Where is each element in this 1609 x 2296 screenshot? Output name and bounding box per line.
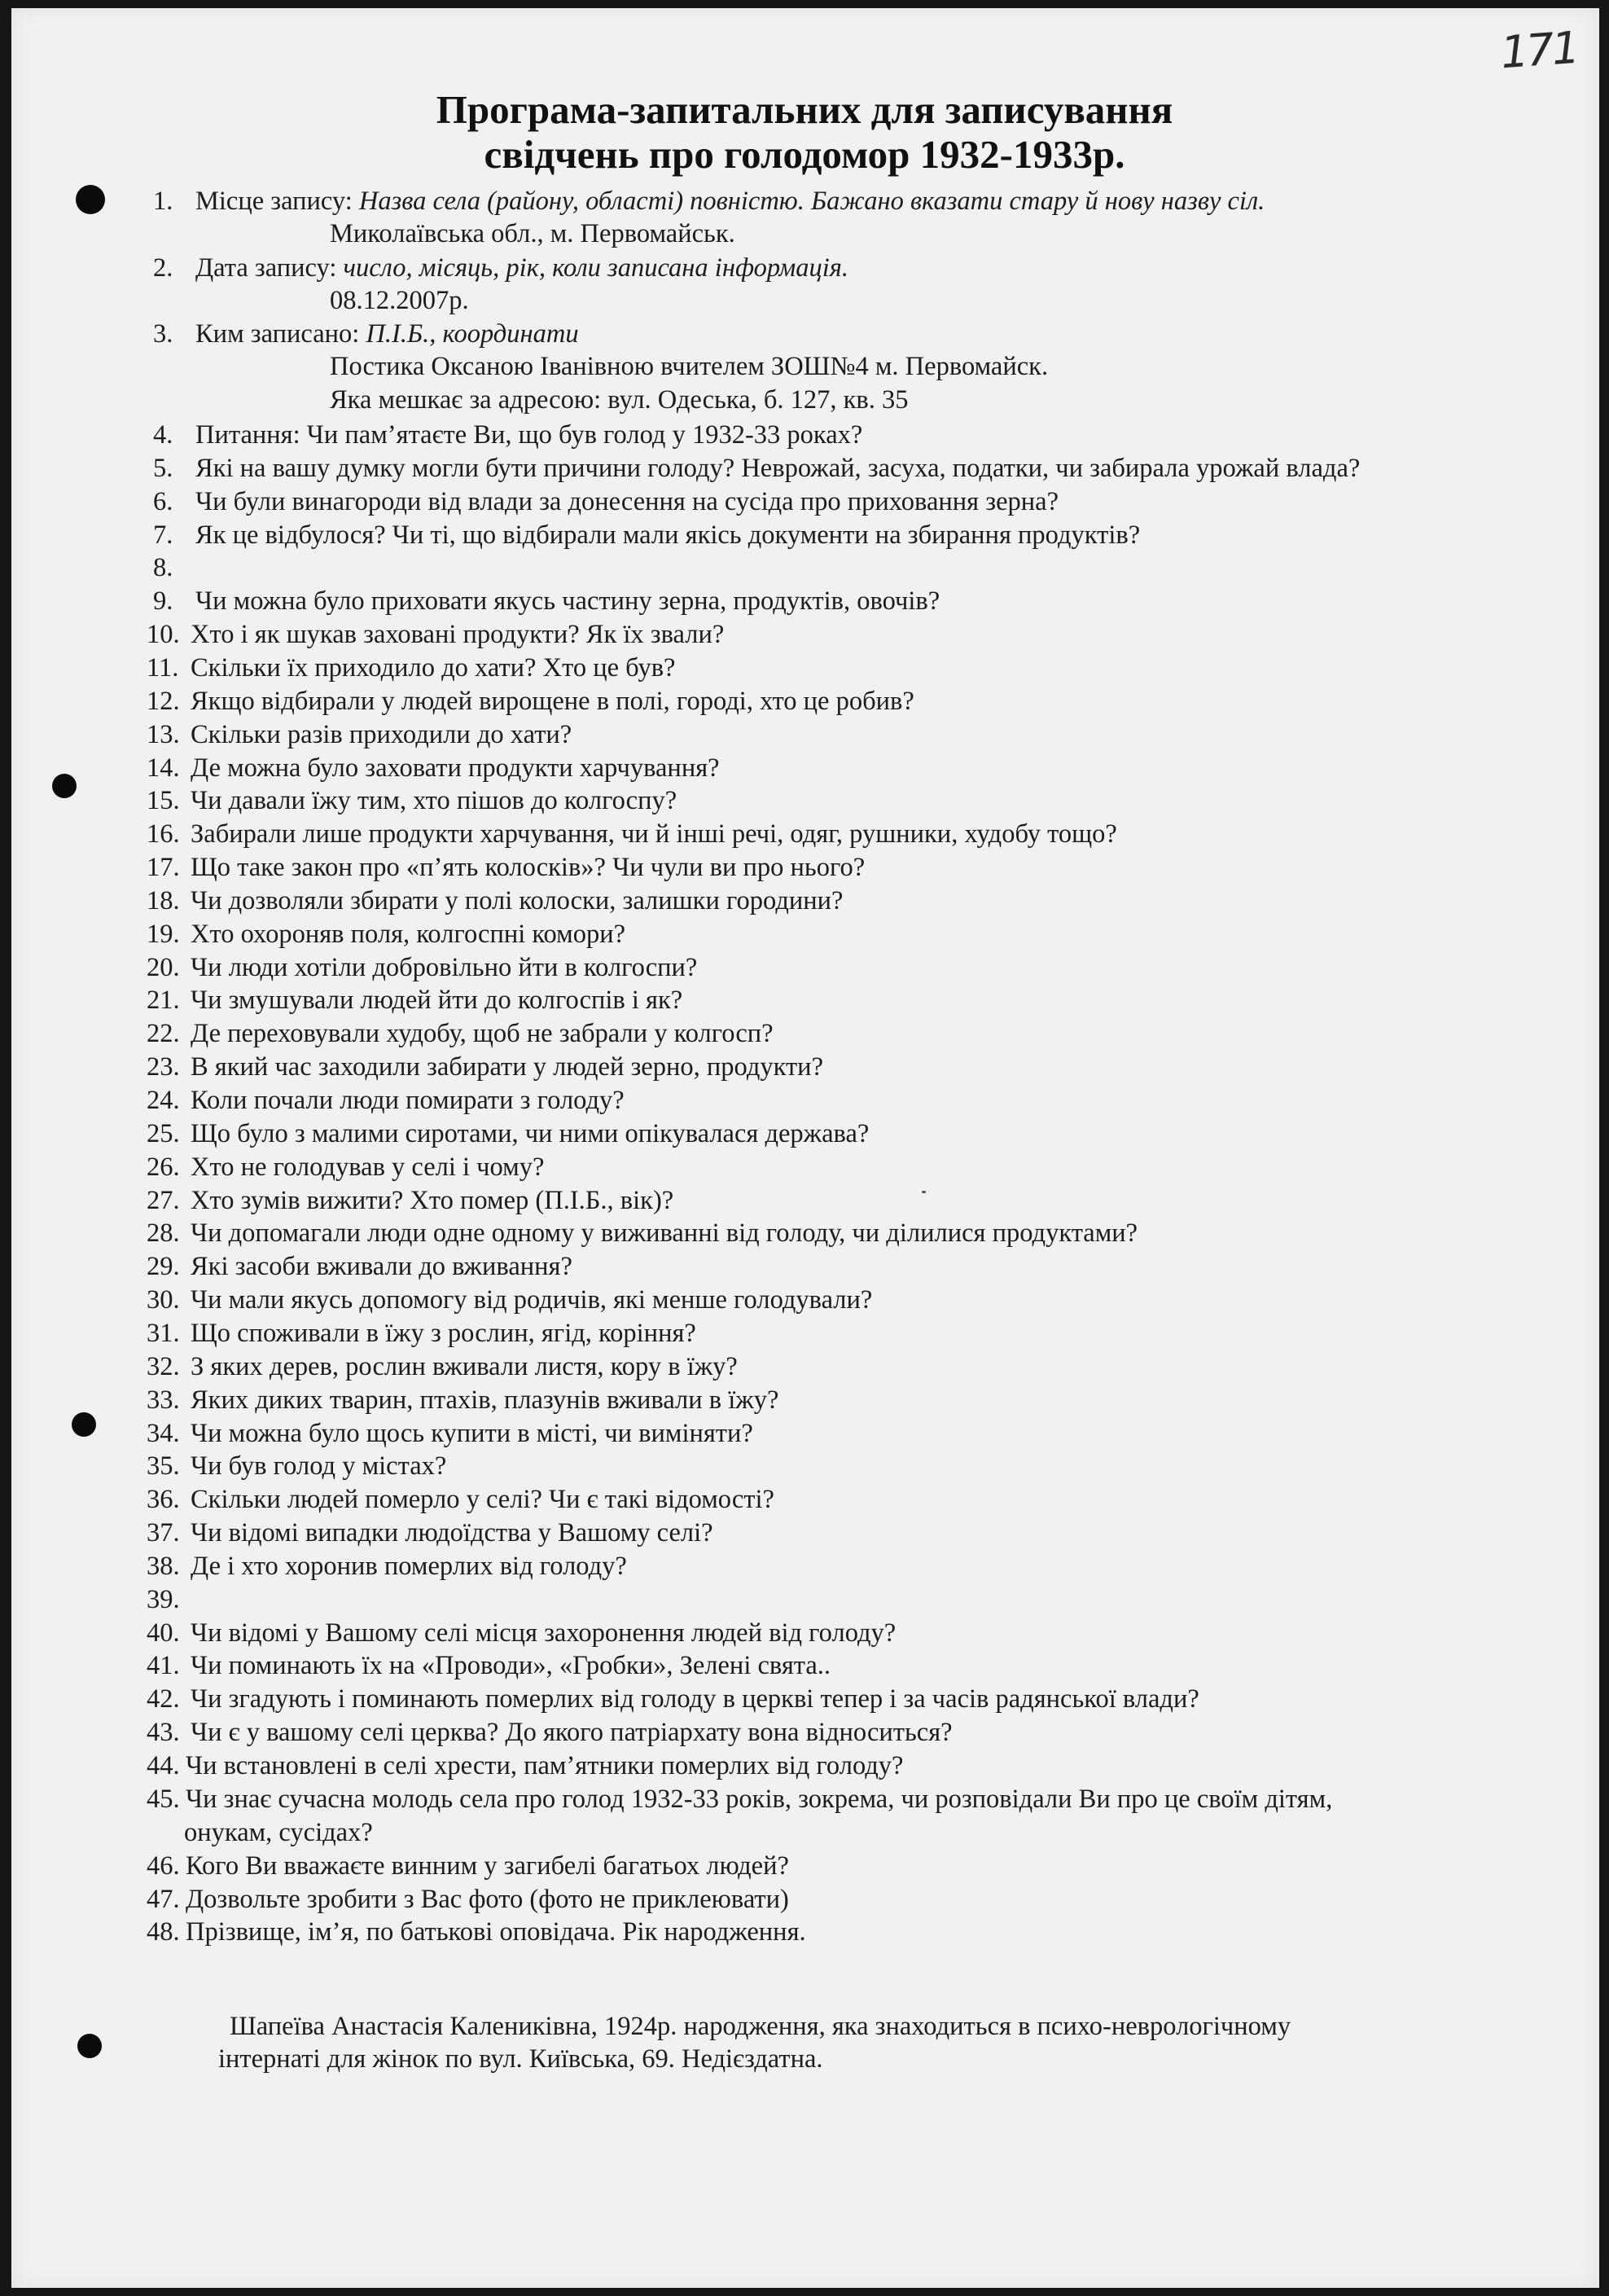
question-text: Скільки їх приходило до хати? Хто це був?: [191, 653, 676, 683]
question-number: 11.: [147, 653, 179, 683]
question-number: 20.: [147, 953, 180, 982]
question-text: Чи можна було щось купити в місті, чи виміняти?: [191, 1419, 753, 1448]
question-number: 34.: [147, 1419, 180, 1448]
title-line-2: свідчень про голодомор 1932-1933р.: [484, 132, 1125, 177]
question-text: Забирали лише продукти харчування, чи й інші речі, одяг, рушники, худобу тощо?: [191, 819, 1117, 849]
narrator-line-2: інтернаті для жінок по вул. Київська, 69. Недієздатна.: [218, 2044, 823, 2074]
question-text: Де і хто хоронив померлих від голоду?: [191, 1552, 627, 1581]
question-number: 36.: [147, 1485, 180, 1514]
title-line-1: Програма-запитальних для записування: [436, 87, 1173, 132]
header-item-answer: 08.12.2007р.: [330, 286, 469, 315]
question-number: 28.: [147, 1218, 180, 1248]
question-text: Чи мали якусь допомогу від родичів, які менше голодували?: [191, 1285, 873, 1315]
header-item-answer: Постика Оксаною Іванівною вчителем ЗОШ№4 м. Первомайск.: [330, 352, 1049, 381]
header-item-hint: П.І.Б., координати: [366, 319, 579, 349]
question-number: 41.: [147, 1651, 180, 1680]
question-text: Чи поминають їх на «Проводи», «Гробки», Зелені свята..: [191, 1651, 831, 1680]
question-text: Чи змушували людей йти до колгоспів і як?: [191, 986, 683, 1015]
question-number: 26.: [147, 1152, 180, 1182]
header-item-answer: Миколаївська обл., м. Первомайськ.: [330, 219, 735, 248]
question-number: 35.: [147, 1451, 180, 1481]
page-number: 171: [1498, 21, 1580, 79]
question-text: Чи згадують і поминають померлих від голоду в церкві тепер і за часів радянської влади?: [191, 1684, 1199, 1714]
question-text: В який час заходили забирати у людей зерно, продукти?: [191, 1052, 824, 1082]
punch-hole: [77, 2034, 102, 2058]
header-item-label: Місце запису:: [195, 187, 359, 216]
question-number: 47.: [147, 1885, 180, 1914]
question-text: Питання: Чи пам’ятаєте Ви, що був голод у 1932-33 роках?: [195, 420, 863, 450]
question-text: Чи відомі у Вашому селі місця захоронення людей від голоду?: [191, 1618, 897, 1648]
question-number: 14.: [147, 753, 180, 783]
question-number: 19.: [147, 920, 180, 949]
question-number: 16.: [147, 819, 180, 849]
question-number: 27.: [147, 1186, 180, 1215]
question-number: 43.: [147, 1718, 180, 1747]
question-text-continued: онукам, сусідах?: [184, 1818, 373, 1847]
punch-hole: [72, 1412, 96, 1437]
question-text: З яких дерев, рослин вживали листя, кору в їжу?: [191, 1352, 738, 1381]
question-number: 15.: [147, 786, 180, 815]
question-text: Скільки людей померло у селі? Чи є такі відомості?: [191, 1485, 774, 1514]
question-text: Чи знає сучасна молодь села про голод 1932-33 років, зокрема, чи розповідали Ви про це своїм дітям,: [186, 1785, 1333, 1814]
question-text: Хто зумів вижити? Хто помер (П.І.Б., вік)?: [191, 1186, 674, 1215]
question-number: 7.: [153, 520, 173, 550]
question-number: 22.: [147, 1019, 180, 1048]
question-number: 13.: [147, 720, 180, 749]
question-number: 37.: [147, 1518, 180, 1547]
punch-hole: [76, 185, 105, 214]
question-text: Прізвище, ім’я, по батькові оповідача. Рік народження.: [186, 1917, 806, 1947]
question-number: 29.: [147, 1252, 180, 1281]
question-text: Хто охороняв поля, колгоспні комори?: [191, 920, 626, 949]
question-text: Скільки разів приходили до хати?: [191, 720, 572, 749]
question-number: 24.: [147, 1086, 180, 1115]
question-number: 25.: [147, 1119, 180, 1148]
question-number: 18.: [147, 886, 180, 915]
question-number: 48.: [147, 1917, 180, 1947]
question-text: Які засоби вживали до вживання?: [191, 1252, 572, 1281]
question-number: 23.: [147, 1052, 180, 1082]
question-text: Чи є у вашому селі церква? До якого патріархату вона відноситься?: [191, 1718, 953, 1747]
question-text: Дозвольте зробити з Вас фото (фото не приклеювати): [186, 1885, 789, 1914]
question-text: Які на вашу думку могли бути причини голоду? Неврожай, засуха, податки, чи забирала урожай влада?: [195, 454, 1361, 483]
question-number: 40.: [147, 1618, 180, 1648]
question-text: Коли почали люди помирати з голоду?: [191, 1086, 625, 1115]
narrator-line-1: Шапеїва Анастасія Калениківна, 1924р. народження, яка знаходиться в психо-неврологічному: [230, 2012, 1291, 2041]
question-text: Чи давали їжу тим, хто пішов до колгоспу?: [191, 786, 677, 815]
punch-hole: [52, 774, 77, 798]
question-text: Хто і як шукав заховані продукти? Як їх звали?: [191, 620, 725, 649]
question-number: 17.: [147, 853, 180, 882]
question-number: 21.: [147, 986, 180, 1015]
question-text: Яких диких тварин, птахів, плазунів вживали в їжу?: [191, 1385, 779, 1415]
question-text: Хто не голодував у селі і чому?: [191, 1152, 545, 1182]
question-text: Що споживали в їжу з рослин, ягід, коріння?: [191, 1319, 696, 1348]
question-text: Чи встановлені в селі хрести, пам’ятники померлих від голоду?: [186, 1751, 904, 1780]
question-text: Де переховували худобу, щоб не забрали у колгосп?: [191, 1019, 774, 1048]
header-item-answer-2: Яка мешкає за адресою: вул. Одеська, б. 127, кв. 35: [330, 385, 909, 415]
question-number: 42.: [147, 1684, 180, 1714]
paper-speck: [922, 1191, 926, 1193]
question-text: Як це відбулося? Чи ті, що відбирали мали якісь документи на збирання продуктів?: [195, 520, 1141, 550]
question-text: Чи люди хотіли добровільно йти в колгоспи?: [191, 953, 698, 982]
question-text: Чи можна було приховати якусь частину зерна, продуктів, овочів?: [195, 586, 940, 616]
question-text: Що було з малими сиротами, чи ними опікувалася держава?: [191, 1119, 870, 1148]
question-text: Чи був голод у містах?: [191, 1451, 447, 1481]
question-text: Що таке закон про «п’ять колосків»? Чи чули ви про нього?: [191, 853, 866, 882]
question-text: Де можна було заховати продукти харчування?: [191, 753, 720, 783]
question-number: 32.: [147, 1352, 180, 1381]
question-number: 38.: [147, 1552, 180, 1581]
question-number: 46.: [147, 1851, 180, 1881]
header-item-label: Ким записано:: [195, 319, 366, 349]
question-text: Кого Ви вважаєте винним у загибелі багатьох людей?: [186, 1851, 789, 1881]
question-text: Чи були винагороди від влади за донесення на сусіда про приховання зерна?: [195, 487, 1059, 516]
question-number: 9.: [153, 586, 173, 616]
header-item-hint: Назва села (району, області) повністю. Бажано вказати стару й нову назву сіл.: [358, 187, 1265, 216]
question-text: Чи дозволяли збирати у полі колоски, залишки городини?: [191, 886, 844, 915]
question-number: 4.: [153, 420, 173, 450]
question-number: 6.: [153, 487, 173, 516]
question-text: Чи відомі випадки людоїдства у Вашому селі?: [191, 1518, 713, 1547]
question-number: 12.: [147, 687, 180, 716]
header-item-label: Дата запису:: [195, 253, 344, 283]
question-number: 5.: [153, 454, 173, 483]
question-number: 8.: [153, 553, 173, 582]
question-number: 31.: [147, 1319, 180, 1348]
question-number: 44.: [147, 1751, 180, 1780]
question-number: 10.: [147, 620, 180, 649]
question-number: 30.: [147, 1285, 180, 1315]
question-number: 33.: [147, 1385, 180, 1415]
header-item-hint: число, місяць, рік, коли записана інформація.: [343, 253, 848, 283]
question-text: Чи допомагали люди одне одному у виживанні від голоду, чи ділилися продуктами?: [191, 1218, 1138, 1248]
question-text: Якщо відбирали у людей вирощене в полі, городі, хто це робив?: [191, 687, 914, 716]
question-number: 39.: [147, 1585, 180, 1614]
question-number: 45.: [147, 1785, 180, 1814]
